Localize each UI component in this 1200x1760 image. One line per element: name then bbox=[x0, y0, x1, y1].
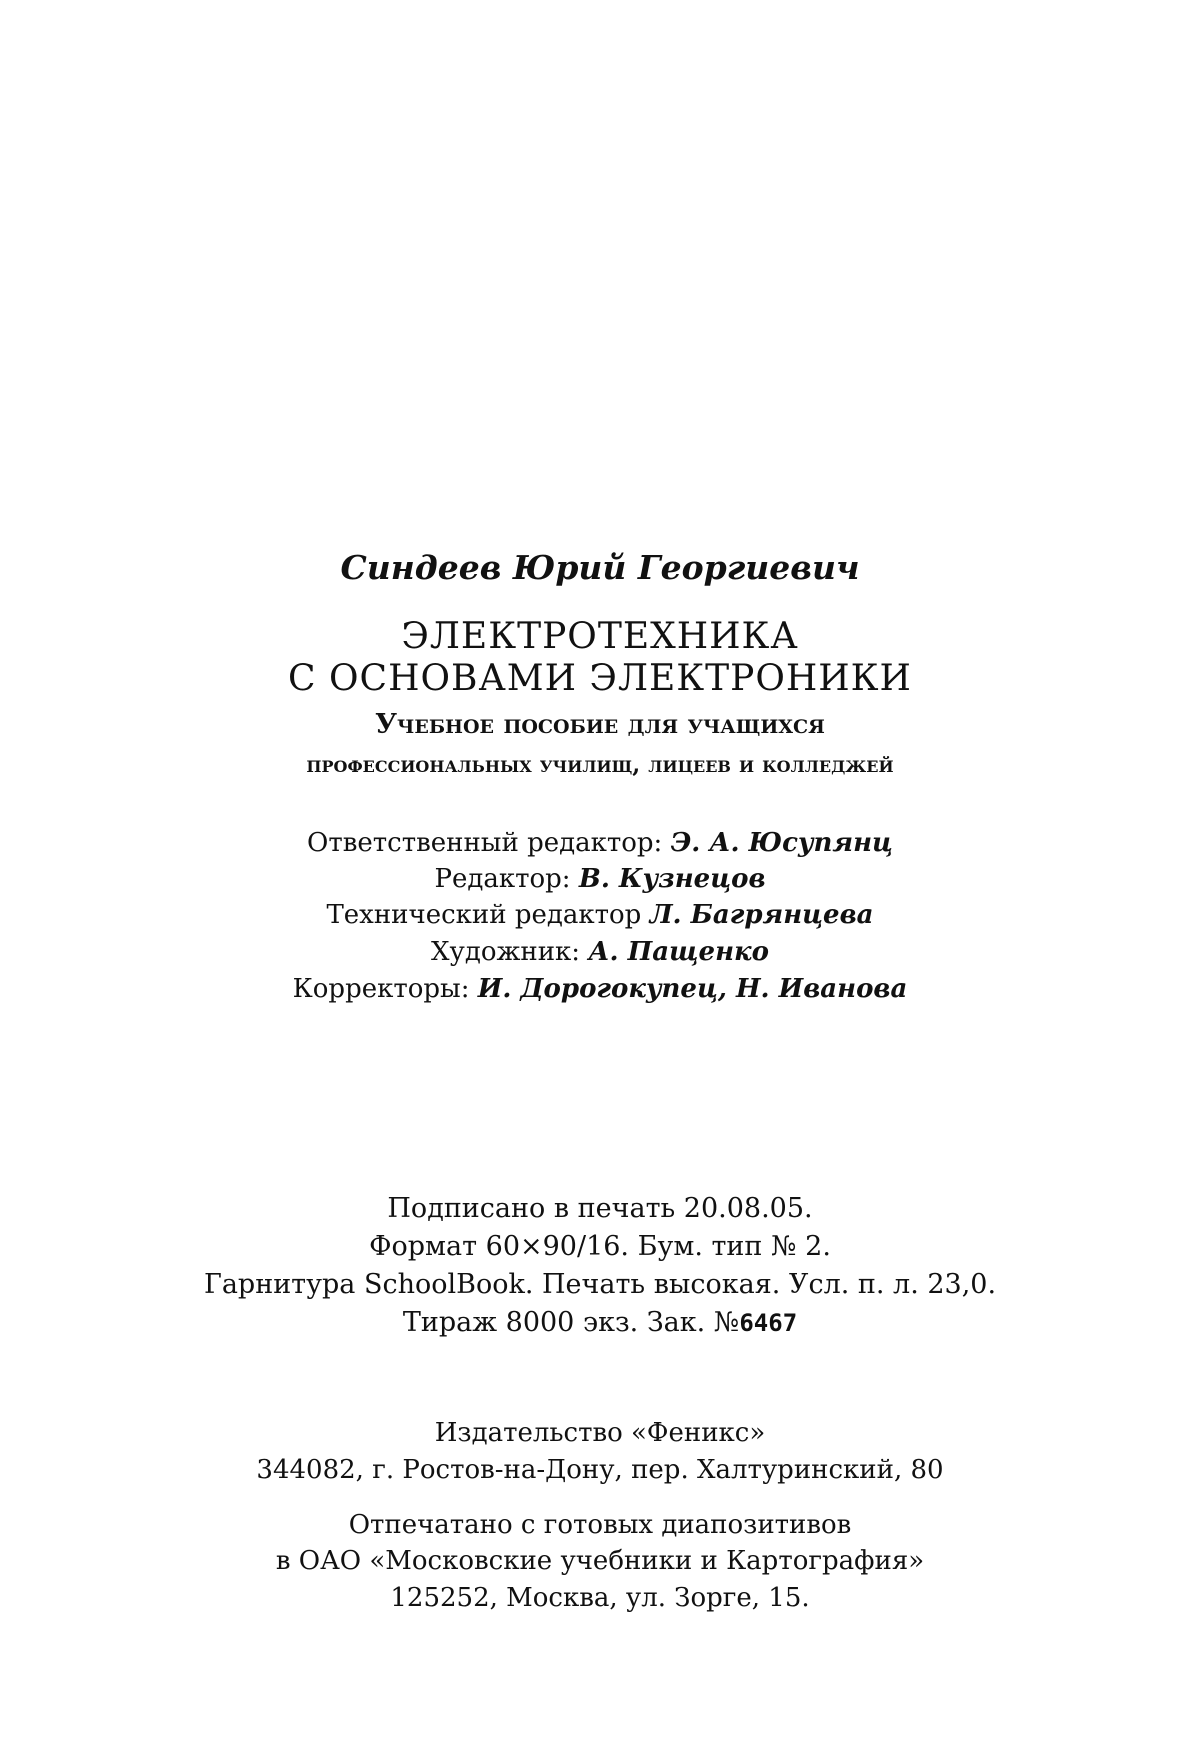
imprint-print-run bbox=[0, 1307, 1200, 1338]
credit-person: А. Пащенко bbox=[588, 937, 769, 967]
imprint-signed-date: Подписано в печать 20.08.05. bbox=[387, 1193, 813, 1224]
printer-line-1: Отпечатано с готовых диапозитивов bbox=[348, 1510, 852, 1540]
credit-responsible-editor bbox=[0, 828, 1200, 858]
credit-role: Технический редактор bbox=[326, 900, 642, 930]
print-run-text: Тираж 8000 экз. Зак. № bbox=[402, 1307, 740, 1338]
order-number: 6467 bbox=[739, 1309, 798, 1337]
imprint-typeface: Гарнитура SchoolBook. Печать высокая. Усл. п. л. 23,0. bbox=[203, 1269, 997, 1300]
credit-technical-editor bbox=[0, 900, 1200, 930]
imprint-format: Формат 60×90/16. Бум. тип № 2. bbox=[369, 1231, 831, 1262]
book-subtitle-line-2: профессиональных училищ, лицеев и колледжей bbox=[306, 751, 894, 778]
credit-role: Художник: bbox=[431, 937, 581, 967]
credit-artist bbox=[0, 937, 1200, 967]
credit-person: В. Кузнецов bbox=[578, 864, 766, 894]
credit-role: Редактор: bbox=[434, 864, 571, 894]
book-title-line-1: ЭЛЕКТРОТЕХНИКА bbox=[401, 616, 799, 657]
book-title-line-2: С ОСНОВАМИ ЭЛЕКТРОНИКИ bbox=[288, 658, 912, 699]
author-name: Синдеев Юрий Георгиевич bbox=[340, 548, 860, 587]
credit-person: Л. Багрянцева bbox=[649, 900, 874, 930]
credit-role: Корректоры: bbox=[292, 974, 470, 1004]
credit-person: И. Дорогокупец, Н. Иванова bbox=[477, 974, 908, 1004]
publisher-name: Издательство «Феникс» bbox=[434, 1418, 766, 1448]
credit-proofreaders bbox=[0, 974, 1200, 1004]
printer-address: 125252, Москва, ул. Зорге, 15. bbox=[390, 1583, 810, 1613]
book-subtitle-line-1: Учебное пособие для учащихся bbox=[375, 709, 825, 740]
credit-role: Ответственный редактор: bbox=[307, 828, 663, 858]
credit-editor bbox=[0, 864, 1200, 894]
credit-person: Э. А. Юсупянц bbox=[670, 828, 893, 858]
publisher-address: 344082, г. Ростов-на-Дону, пер. Халтуринский, 80 bbox=[256, 1455, 944, 1485]
printer-line-2: в ОАО «Московские учебники и Картография» bbox=[275, 1546, 925, 1576]
